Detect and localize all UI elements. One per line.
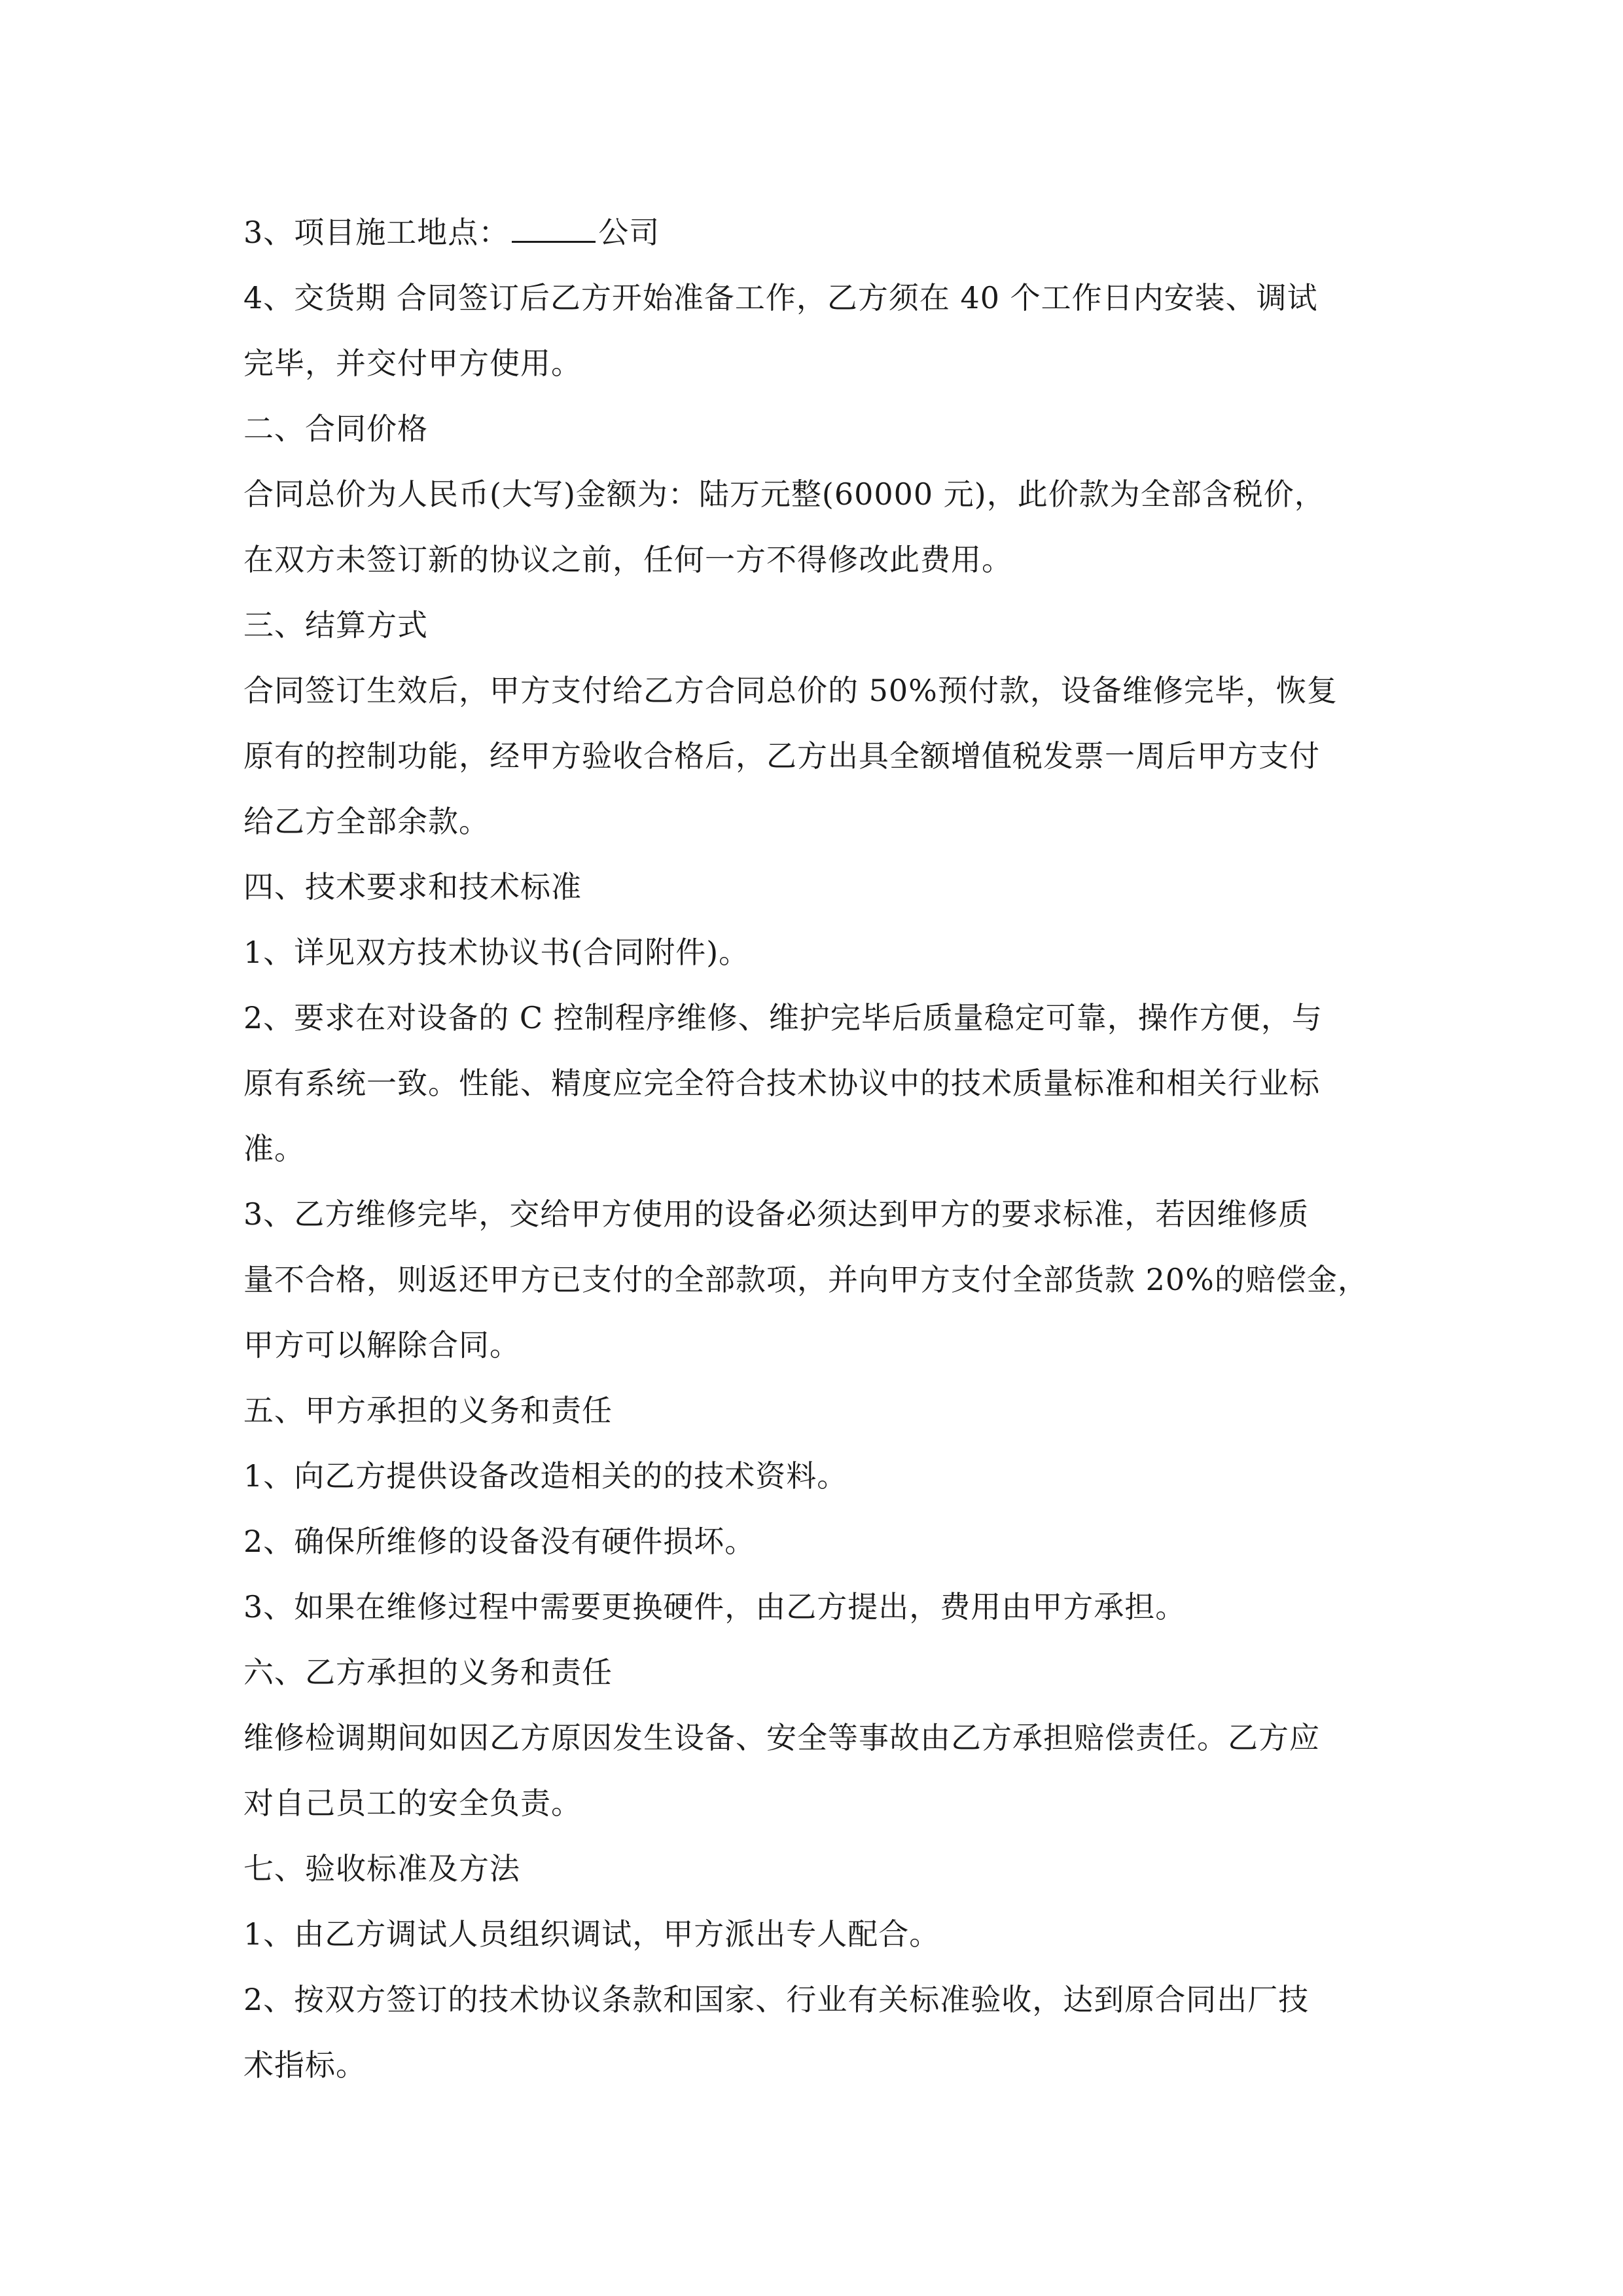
clause-location-line: [243, 200, 1395, 265]
clause-location-label: 3、项目施工地点：: [243, 215, 510, 250]
text-line: 2、按双方签订的技术协议条款和国家、行业有关标准验收，达到原合同出厂技: [243, 1982, 1310, 2017]
section-heading-party-b: 六、乙方承担的义务和责任: [243, 1655, 613, 1690]
text-line: 1、向乙方提供设备改造相关的的技术资料。: [243, 1458, 848, 1494]
section-heading-settlement: 三、结算方式: [243, 607, 428, 643]
text-line: 在双方未签订新的协议之前，任何一方不得修改此费用。: [243, 542, 1012, 577]
text-line: 原有的控制功能，经甲方验收合格后，乙方出具全额增值税发票一周后甲方支付: [243, 738, 1320, 774]
section-heading-technical: 四、技术要求和技术标准: [243, 869, 582, 905]
text-line: 量不合格，则返还甲方已支付的全部款项，并向甲方支付全部货款 20%的赔偿金，: [243, 1262, 1368, 1297]
text-line: 1、由乙方调试人员组织调试，甲方派出专人配合。: [243, 1916, 940, 1952]
text-line: 2、要求在对设备的 C 控制程序维修、维护完毕后质量稳定可靠，操作方便，与: [243, 1000, 1323, 1035]
section-heading-acceptance: 七、验收标准及方法: [243, 1851, 520, 1886]
text-line: 对自己员工的安全负责。: [243, 1785, 582, 1821]
text-line: 2、确保所维修的设备没有硬件损坏。: [243, 1524, 756, 1559]
document-body: [243, 200, 1395, 2098]
text-line: 原有系统一致。性能、精度应完全符合技术协议中的技术质量标准和相关行业标: [243, 1066, 1320, 1101]
section-heading-party-a: 五、甲方承担的义务和责任: [243, 1393, 613, 1428]
text-line: 3、如果在维修过程中需要更换硬件，由乙方提出，费用由甲方承担。: [243, 1589, 1186, 1624]
text-line: 1、详见双方技术协议书(合同附件)。: [243, 935, 750, 970]
text-line: 维修检调期间如因乙方原因发生设备、安全等事故由乙方承担赔偿责任。乙方应: [243, 1720, 1320, 1755]
section-heading-price: 二、合同价格: [243, 411, 428, 446]
text-line: 术指标。: [243, 2047, 366, 2083]
text-line: 准。: [243, 1131, 305, 1166]
text-line: 4、交货期 合同签订后乙方开始准备工作，乙方须在 40 个工作日内安装、调试: [243, 280, 1318, 315]
text-line: 合同签订生效后，甲方支付给乙方合同总价的 50%预付款，设备维修完毕，恢复: [243, 673, 1338, 708]
text-line: 3、乙方维修完毕，交给甲方使用的设备必须达到甲方的要求标准，若因维修质: [243, 1196, 1310, 1232]
clause-location-suffix: 公司: [598, 215, 660, 250]
location-blank-field: [512, 215, 596, 243]
text-line: 合同总价为人民币(大写)金额为：陆万元整(60000 元)，此价款为全部含税价，: [243, 476, 1325, 512]
text-line: 给乙方全部余款。: [243, 804, 490, 839]
text-line: 甲方可以解除合同。: [243, 1327, 520, 1363]
text-line: 完毕，并交付甲方使用。: [243, 346, 582, 381]
